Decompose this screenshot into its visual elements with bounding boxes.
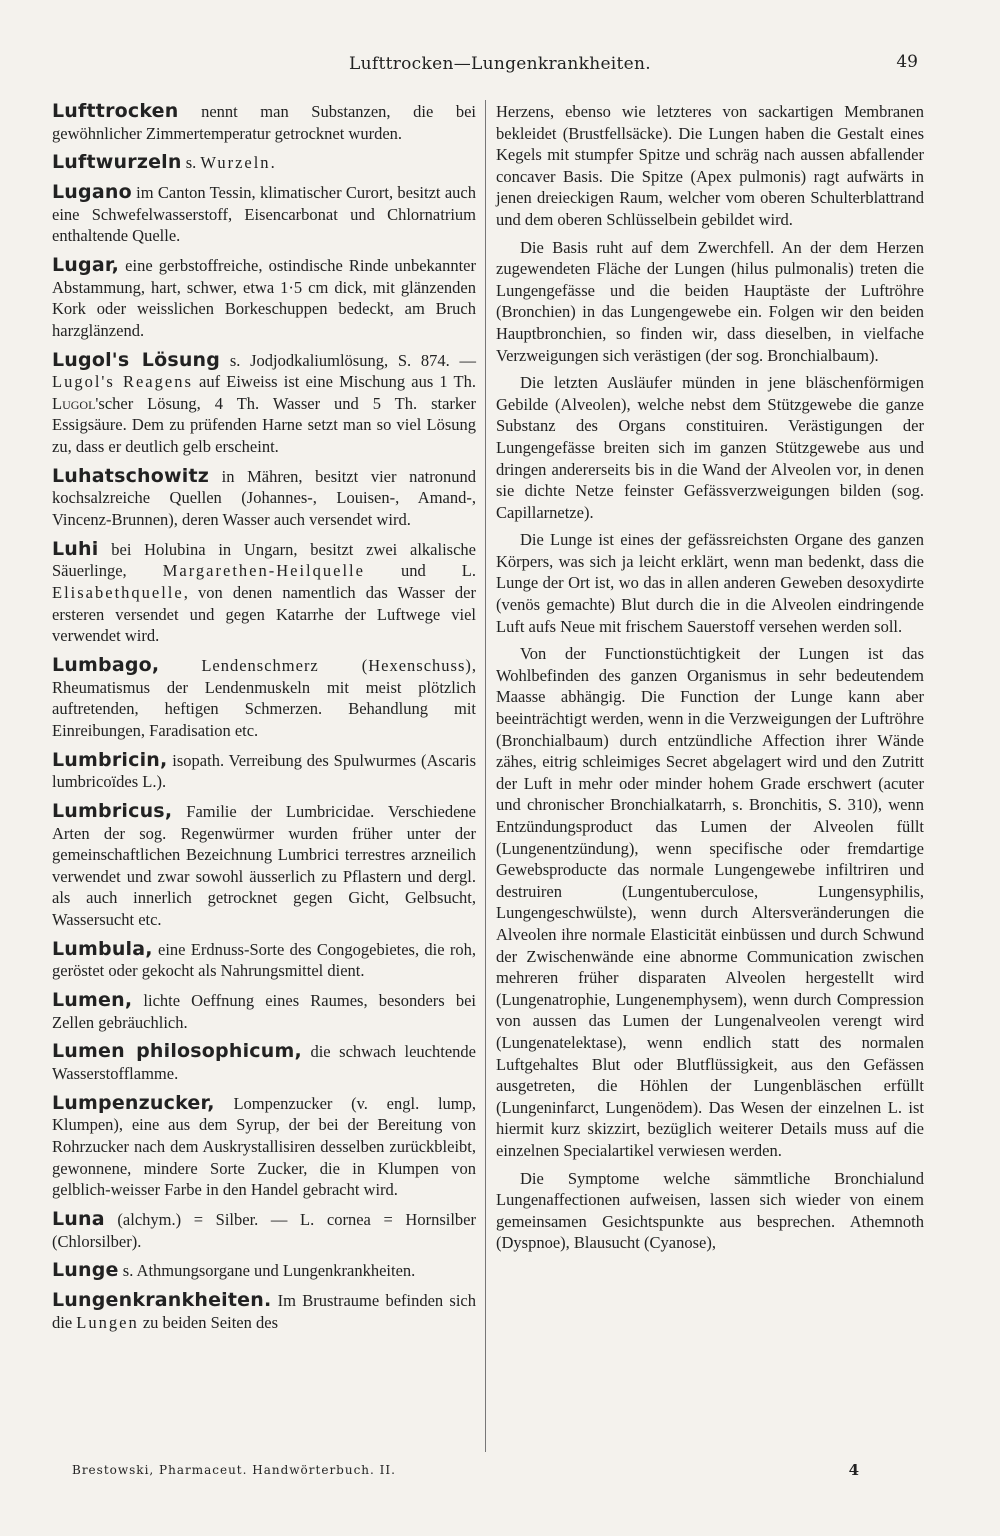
footer-source: Brestowski, Pharmaceut. Handwörterbuch. II.	[72, 1463, 396, 1477]
entry-headword: Lumbula,	[52, 937, 153, 960]
entry-luna	[52, 1209, 476, 1252]
entry-headword: Lumen philosophicum,	[52, 1040, 302, 1063]
right-column	[496, 101, 924, 1260]
entry-headword: Luhi	[52, 537, 99, 560]
entry-text: bei Holubina in Ungarn, besitzt zwei alkalische Säuerlinge,	[52, 539, 476, 581]
paragraph: Die letzten Ausläufer münden in jene bläschenförmigen Gebilde (Alveolen), welche nebst dem Stützgewebe die ganze Substanz des Organs constituiren. Verästigungen der Lungengefässe breiten sich im ganzen Stützgewebe aus und dringen andererseits bis in die Wand der Alveolen vor, in denen sie dichte Netze feinster Gefässverzweigungen bilden (sog. Capillarnetze).	[496, 373, 924, 522]
entry-text: Familie der Lumbricidae. Verschiedene Arten der sog. Regenwürmer wurden früher unter der gemeinschaftlichen Bezeichnung Lumbrici terrestres arzneilich verwendet und zwar sowohl äusserlich zu Pflastern und dergl. als auch innerlich getrocknet gegen Gicht, Gelbsucht, Wassersucht etc.	[52, 801, 476, 929]
entry-text: s.	[181, 153, 201, 173]
entry-text: s. Jodjodkaliumlösung, S. 874.	[220, 350, 450, 370]
entry-text: (alchym.) = Silber. — L. cornea = Hornsilber (Chlorsilber).	[52, 1209, 476, 1251]
entry-headword: Lumen,	[52, 989, 133, 1012]
paragraph: Die Lunge ist eines der gefässreichsten Organe des ganzen Körpers, was sich ja leicht erklärt, wenn man bedenkt, dass die Lunge der Ort ist, wo das in allen anderen Geweben desoxydirte (venös gemachte) Blut durch die in die Alveolen eindringende Luft aufs Neue mit frischem Sauerstoff versehen werden soll.	[496, 530, 924, 636]
entry-text: nennt man Substanzen, die bei gewöhnlicher Zimmertemperatur getrocknet wurden.	[52, 102, 476, 143]
spaced-text: Lungen	[76, 1312, 139, 1332]
entry-text: Im Brustraume befinden sich die	[52, 1291, 476, 1332]
spaced-text: Lendenschmerz (Hexenschuss)	[201, 655, 472, 675]
entry-lumbago	[52, 655, 476, 741]
entry-text: eine gerbstoffreiche, ostindische Rinde unbekannter Abstammung, hart, schwer, etwa 1·5 cm dick, mit glänzenden Kork oder weisslichen Borkeschuppen bedeckt, am Bruch harzglänzend.	[52, 256, 476, 340]
entry-headword: Lungenkrankheiten.	[52, 1289, 272, 1312]
page-header	[0, 50, 1000, 80]
entry-text: zu beiden Seiten des	[138, 1312, 278, 1332]
entry-text: Lompenzucker (v. engl. lump, Klumpen), eine aus dem Syrup, der bei der Bereitung von Rohrzucker nach dem Auskrystallisiren desselben zurückbleibt, gewonnene, mindere Sorte Zucker, die in Klumpen von gelblich-weisser Farbe in den Handel gebracht wird.	[52, 1093, 476, 1200]
entry-lumen-philosophicum	[52, 1041, 476, 1084]
entry-headword: Lumpenzucker,	[52, 1091, 215, 1114]
entry-lumen	[52, 990, 476, 1033]
paragraph: Herzens, ebenso wie letzteres von sackartigen Membranen bekleidet (Brustfellsäcke). Die Lungen haben die Gestalt eines Kegels mit stumpfer Spitze und schräg nach aussen abfallender concaver Basis. Die Spitze (Apex pulmonis) ragt aufwärts in jenen dreieckigen Raum, welcher vom oberen Schulterblattrand und dem oberen Schlüsselbein gebildet wird.	[496, 102, 924, 229]
paragraph: Die Symptome welche sämmtliche Bronchialund Lungenaffectionen aufweisen, lassen sich wieder von einem gemeinsamen Gesichtspunkte aus besprechen. Athemnoth (Dyspnoe), Blausucht (Cyanose),	[496, 1168, 924, 1253]
column-divider-lower	[485, 752, 486, 1452]
entry-text	[159, 656, 201, 675]
entry-text: auf Eiweiss ist eine Mischung aus 1 Th.	[192, 372, 476, 392]
entry-lugols-loesung	[52, 350, 476, 458]
entry-text: und L.	[364, 561, 476, 581]
page-number: 49	[896, 52, 918, 72]
page-footer	[0, 1463, 1000, 1487]
entry-headword: Lugol's Lösung	[52, 348, 221, 371]
entry-headword: Luftwurzeln	[52, 151, 182, 174]
entry-lumbricin	[52, 750, 476, 793]
entry-headword: Luhatschowitz	[52, 464, 210, 487]
entry-lumbricus	[52, 801, 476, 931]
entry-text: im Canton Tessin, klimatischer Curort, besitzt auch eine Schwefelwasserstoff, Eisencarbonat und Chlornatrium enthaltende Quelle.	[52, 183, 476, 246]
spaced-text: Lugol's Reagens	[52, 372, 193, 392]
smallcaps-text: Lugol	[52, 393, 96, 413]
entry-text: —	[449, 350, 477, 370]
entry-text: .	[270, 153, 275, 173]
entry-text: in Mähren, besitzt vier natronund kochsalzreiche Quellen (Johannes-, Louisen-, Amand-, Vincenz-Brunnen), deren Wasser auch versendet wird.	[52, 466, 476, 530]
entry-text: , Rheumatismus der Lendenmuskeln mit meist plötzlich auftretenden, heftigen Schmerzen. Behandlung mit Einreibungen, Faradisation etc.	[52, 655, 476, 740]
entry-text: die schwach leuchtende Wasserstofflamme.	[52, 1042, 476, 1083]
paragraph: Die Basis ruht auf dem Zwerchfell. An der dem Herzen zugewendeten Fläche der Lungen (hilus pulmonalis) treten die Lungengefässe und die beiden Hauptäste der Luftröhre (Bronchien) in das Lungengewebe ein. Folgen wir den beiden Hauptbronchien, so finden wir, dass dieselben, in vielfache Verzweigungen sich verästigen (der sog. Bronchialbaum).	[496, 237, 924, 365]
spaced-text: Elisabethquelle	[52, 583, 184, 602]
entry-luhatschowitz	[52, 466, 476, 531]
entry-text: isopath. Verreibung des Spulwurmes (Ascaris lumbricoïdes L.).	[52, 750, 476, 792]
entry-lugar	[52, 255, 476, 341]
entry-lufttrocken	[52, 101, 476, 144]
spaced-text: Wurzeln	[200, 153, 271, 173]
signature-mark: 4	[848, 1461, 860, 1479]
entry-headword: Lumbago,	[52, 653, 160, 676]
entry-headword: Lunge	[52, 1259, 119, 1282]
entry-luhi	[52, 539, 476, 647]
entry-headword: Lufttrocken	[52, 100, 179, 122]
entry-lungenkrankheiten	[52, 1290, 476, 1333]
entry-text: lichte Oeffnung eines Raumes, besonders bei Zellen gebräuchlich.	[52, 991, 476, 1032]
entry-lumbula	[52, 939, 476, 982]
running-title: Lufttrocken—Lungenkrankheiten.	[349, 54, 651, 74]
entry-lumpenzucker	[52, 1093, 476, 1201]
left-column	[52, 101, 476, 1341]
entry-lunge	[52, 1260, 476, 1282]
entry-lugano	[52, 182, 476, 247]
entry-headword: Lugano	[52, 181, 132, 204]
column-divider	[485, 100, 486, 752]
entry-headword: Lugar,	[52, 254, 120, 277]
entry-text: eine Erdnuss-Sorte des Congogebietes, die roh, geröstet oder gekocht als Nahrungsmittel dient.	[52, 939, 476, 981]
entry-headword: Lumbricin,	[52, 748, 168, 771]
entry-text: , von denen namentlich das Wasser der ersteren versendet und gegen Katarrhe der Luftwege viel verwendet wird.	[52, 583, 476, 646]
entry-headword: Lumbricus,	[52, 799, 173, 822]
entry-text: 'scher Lösung, 4 Th. Wasser und 5 Th. starker Essigsäure. Dem zu prüfenden Harne setzt man so viel Lösung zu, dass er deutlich gelb erscheint.	[52, 393, 476, 457]
entry-text: s. Athmungsorgane und Lungenkrankheiten.	[118, 1261, 416, 1281]
entry-luftwurzeln	[52, 152, 476, 174]
paragraph: Von der Functionstüchtigkeit der Lungen ist das Wohlbefinden des ganzen Organismus in sehr bedeutendem Maasse abhängig. Die Function der Lunge kann aber beeinträchtigt werden, wenn in die Verzweigungen der Luftröhre (Bronchialbaum) durch entzündliche Affection ihrer Wände zähes, eitrig schleimiges Secret abgelagert wird und den Zutritt der Luft in mehr oder minder hohem Grade erschwert (acuter und chronischer Bronchialkatarrh, s. Bronchitis, S. 310), wenn Entzündungsproduct das Lumen der Alveolen füllt (Lungenentzündung), wenn specifische oder fremdartige Gewebsproducte das normale Lungengewebe infiltriren und destruiren (Lungentuberculose, Lungensyphilis, Lungengeschwülste), wenn durch Altersveränderungen die Alveolen ihre normale Elasticität einbüssen und durch Schwund der Zwischenwände eine abnorme Communication zwischen mehreren früher disparaten Alveolen hergestellt wird (Lungenatrophie, Lungenemphysem), wenn durch Compression von aussen das Lumen der Lungenalveolen verengt wird (Lungenatelektase), wenn endlich statt des normalen Luftgehaltes Blut oder Blutflüssigkeit, aus den Gefässen ausgetreten, die Höhlen der Lungenbläschen erfüllt (Lungeninfarct, Lungenödem). Das Wesen der einzelnen L. ist hiermit kurz skizzirt, bezüglich weiterer Details muss auf die einzelnen Specialartikel verwiesen werden.	[496, 644, 924, 1160]
entry-headword: Luna	[52, 1207, 105, 1230]
spaced-text: Margarethen-Heilquelle	[162, 561, 365, 581]
